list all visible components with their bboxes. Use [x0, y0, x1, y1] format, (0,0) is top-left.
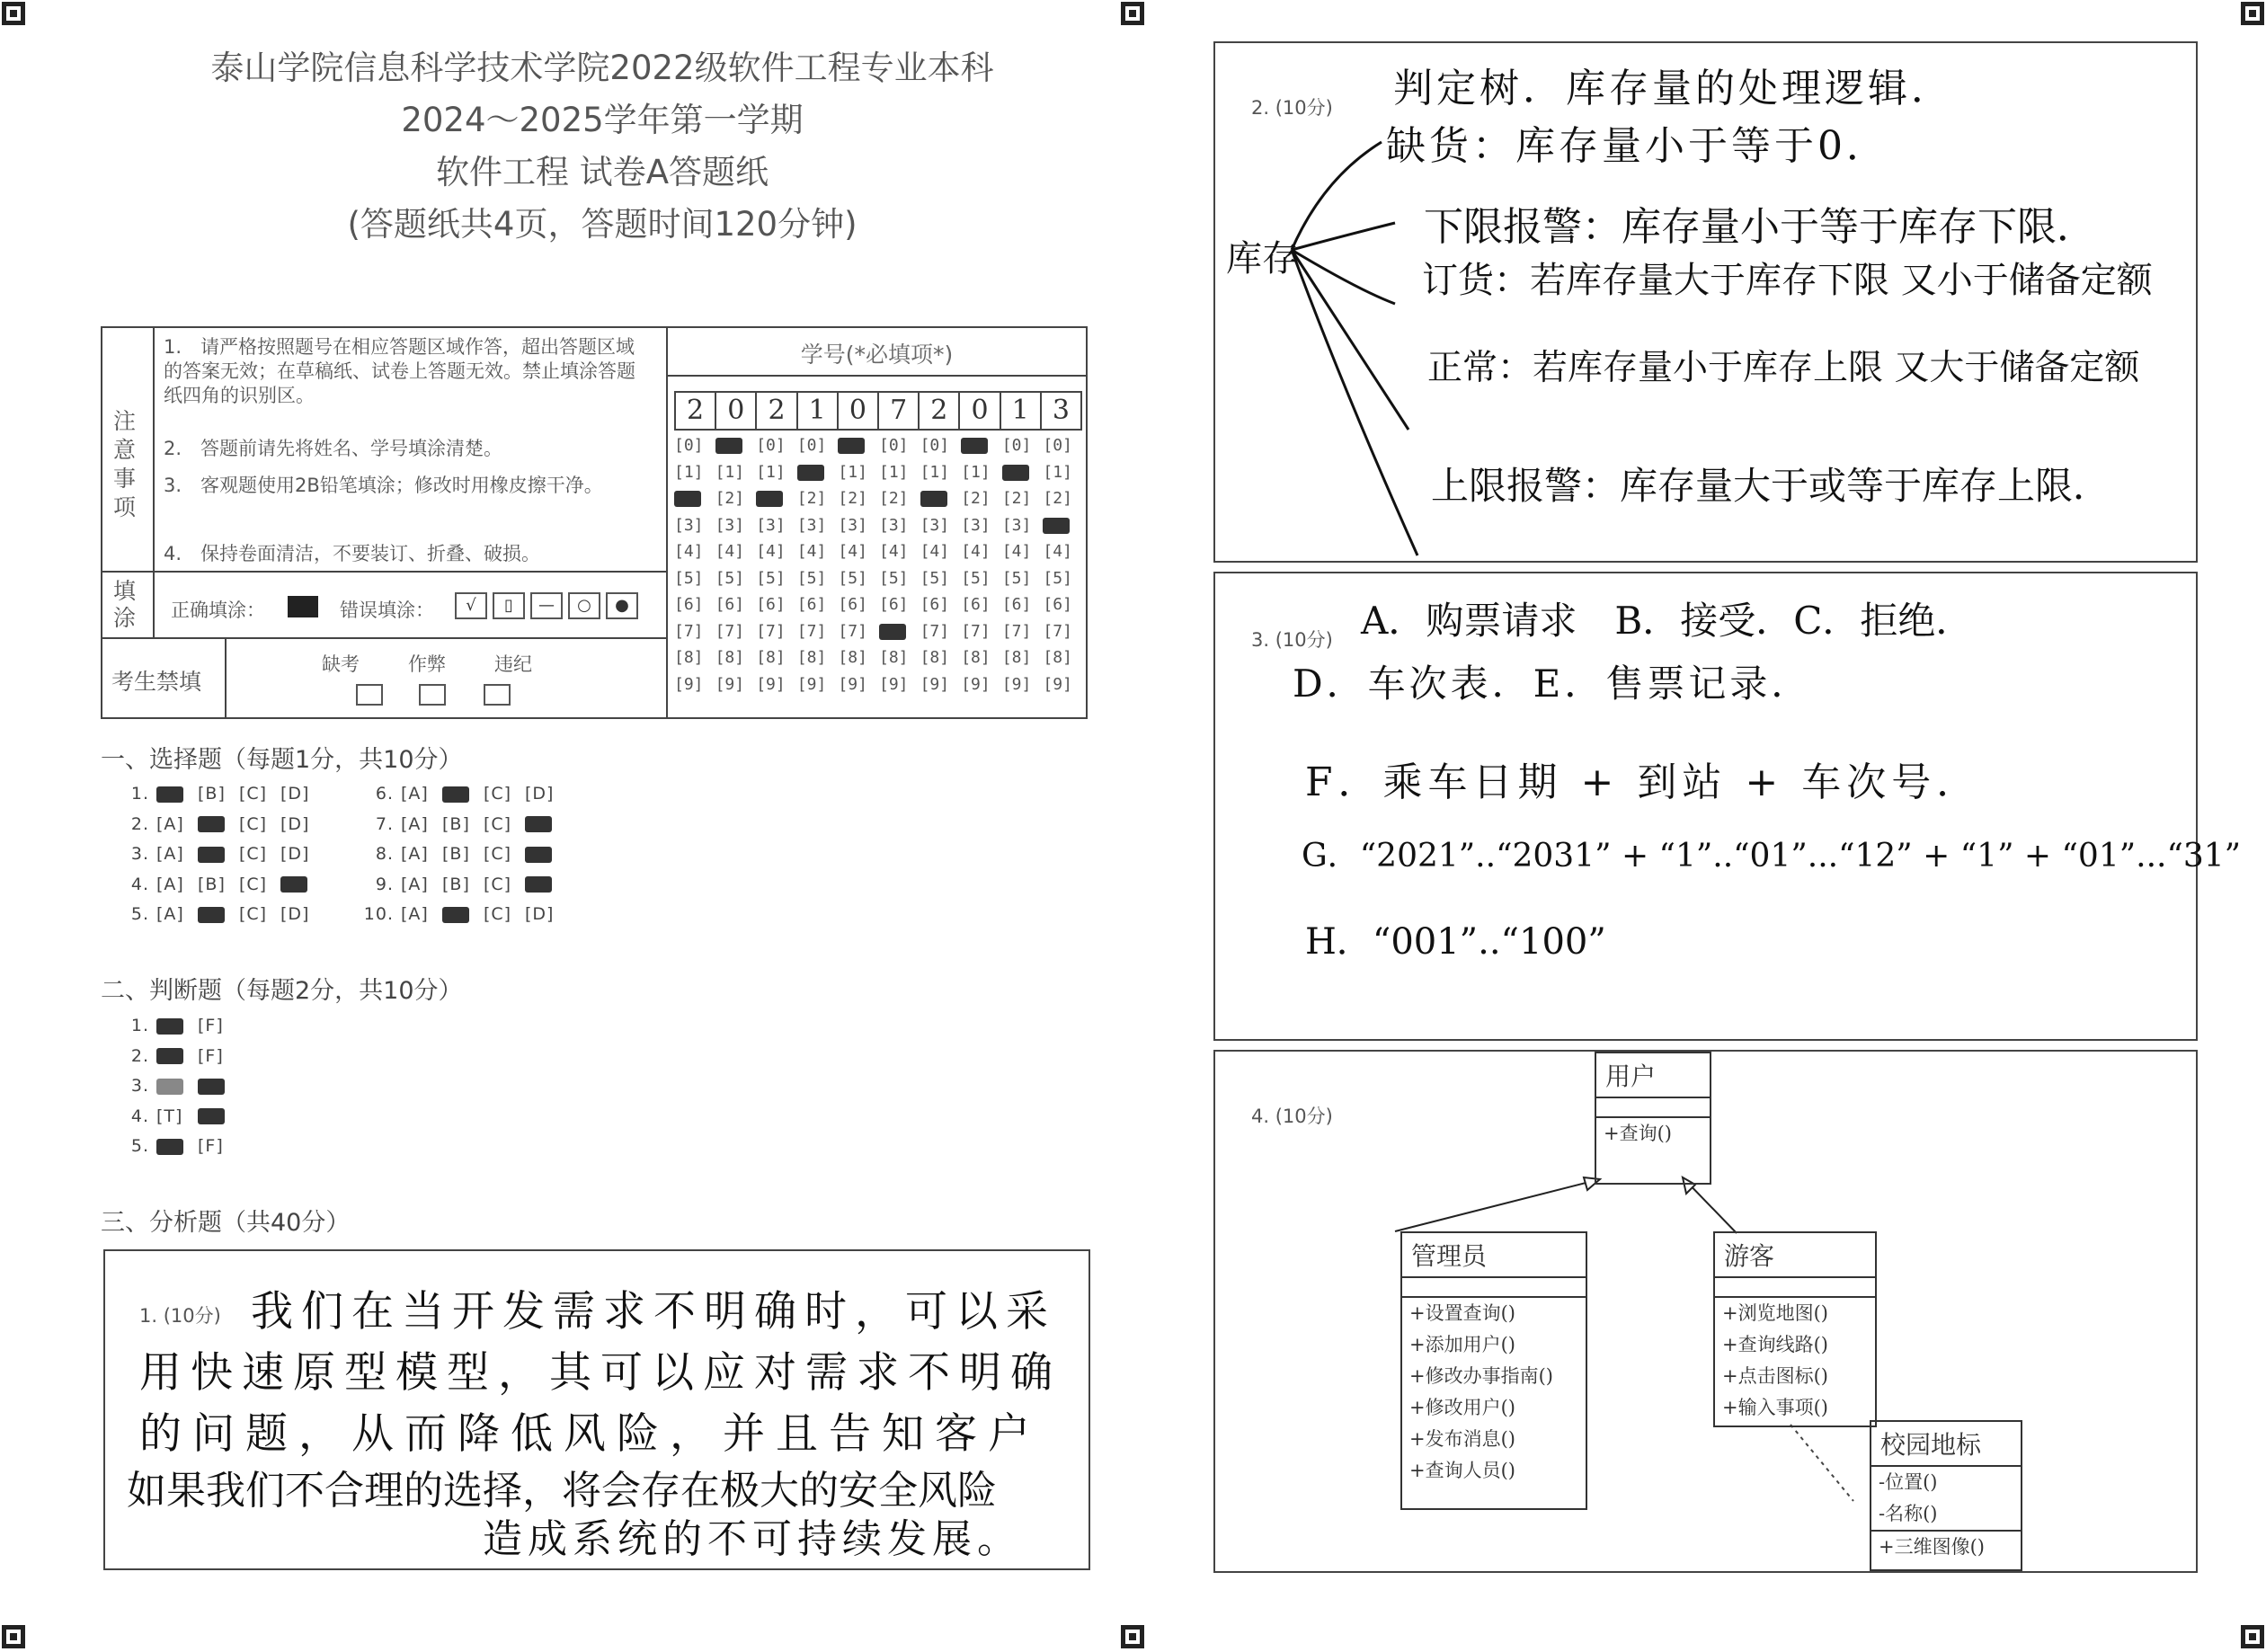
choice-bubble[interactable]: [A] — [401, 874, 429, 894]
student-id-bubble[interactable]: [7] — [756, 621, 786, 641]
choice-bubble[interactable]: [D] — [525, 784, 555, 804]
student-id-bubble[interactable]: [2] — [796, 489, 827, 508]
student-id-bubble[interactable]: [5] — [1043, 568, 1072, 588]
q3-label: 3. (10分) — [1251, 629, 1333, 651]
section1-title: 一、选择题（每题1分，共10分） — [101, 746, 463, 774]
student-id-digit: 7 — [879, 393, 920, 429]
student-id-digit-boxes — [674, 391, 1082, 431]
choice-question-row[interactable] — [117, 814, 322, 834]
student-id-bubble[interactable]: [8] — [715, 648, 745, 667]
student-id-bubble[interactable]: [5] — [715, 568, 745, 588]
student-id-bubble[interactable]: [8] — [756, 648, 786, 667]
choice-bubble[interactable] — [198, 904, 239, 924]
student-id-bubble[interactable]: [6] — [838, 595, 867, 614]
q2-line-6: 上限报警：库存量大于或等于库存上限． — [1431, 464, 2111, 508]
question-number: 4. — [130, 874, 149, 894]
choice-bubble[interactable] — [198, 814, 239, 834]
corner-mark-bottom-center — [1121, 1625, 1144, 1648]
wrong-fill-circle: ○ — [568, 592, 600, 619]
choice-bubble[interactable]: [C] — [484, 813, 512, 834]
student-id-bubble-grid[interactable] — [674, 436, 1084, 706]
q3-line-1: A．购票请求 B．接受．C．拒绝． — [1361, 599, 1974, 643]
judge-question-row[interactable] — [117, 1046, 239, 1066]
uml-method: +修改用户() — [1409, 1397, 1515, 1418]
student-id-bubble[interactable]: [9] — [674, 674, 704, 694]
student-id-bubble[interactable] — [1002, 463, 1029, 482]
judge-bubble[interactable]: [F] — [198, 1045, 224, 1066]
q3-line-5: H．“001”..“100” — [1305, 921, 1606, 963]
student-id-bubble[interactable]: [6] — [920, 595, 950, 614]
choice-bubble[interactable]: [A] — [401, 813, 429, 834]
info-table — [101, 326, 1088, 719]
student-id-digit: 0 — [839, 393, 879, 429]
uml-method: -名称() — [1871, 1498, 2021, 1532]
choice-bubble[interactable] — [525, 814, 566, 834]
q1-label: 1. (10分) — [139, 1305, 221, 1327]
choice-bubble[interactable]: [A] — [156, 874, 184, 894]
uml-class-name: 校园地标 — [1871, 1422, 2021, 1467]
student-id-digit: 3 — [1052, 395, 1070, 426]
student-id-bubble[interactable]: [1] — [1043, 462, 1072, 482]
student-id-bubble[interactable]: [1] — [715, 462, 745, 482]
question-number: 5. — [130, 1136, 149, 1156]
uml-method: +查询人员() — [1409, 1460, 1515, 1481]
student-id-bubble[interactable]: [9] — [879, 674, 909, 694]
student-id-bubble[interactable]: [6] — [674, 595, 704, 614]
student-id-digit: 0 — [716, 393, 757, 429]
student-id-bubble[interactable]: [9] — [796, 674, 827, 694]
q2-line-4: 订货：若库存量大于库存下限 又小于储备定额 — [1422, 260, 2153, 301]
student-id-bubble[interactable]: [8] — [1043, 648, 1072, 667]
corner-mark-top-center — [1121, 2, 1144, 25]
choice-bubble[interactable] — [442, 904, 484, 924]
choice-question-row[interactable] — [361, 844, 566, 864]
choice-bubble[interactable]: [A] — [156, 813, 184, 834]
choice-question-row[interactable] — [361, 904, 566, 924]
student-id-bubble[interactable]: [4] — [961, 542, 991, 561]
student-id-bubble[interactable]: [7] — [920, 621, 950, 641]
q1-line-5: 造成系统的不可持续发展。 — [483, 1516, 1022, 1562]
student-id-bubble[interactable]: [8] — [1001, 648, 1032, 667]
judge-bubble[interactable] — [198, 1076, 239, 1096]
choice-bubble[interactable]: [C] — [239, 874, 268, 894]
student-id-bubble[interactable]: [8] — [838, 648, 867, 667]
q4-label: 4. (10分) — [1251, 1106, 1333, 1127]
judge-bubble[interactable] — [156, 1076, 198, 1096]
corner-mark-top-left — [2, 2, 25, 25]
choice-bubble[interactable]: [C] — [239, 904, 268, 924]
uml-method: +设置查询() — [1409, 1302, 1515, 1324]
choice-question-row[interactable] — [361, 784, 566, 804]
header-line-4: (答题纸共4页，答题时间120分钟) — [347, 205, 858, 244]
corner-mark-bottom-left — [2, 1625, 25, 1648]
student-id-bubble[interactable]: [3] — [756, 515, 786, 535]
student-id-bubble[interactable]: [6] — [715, 595, 745, 614]
q1-line-2: 用快速原型模型，其可以应对需求不明确 — [139, 1348, 1062, 1398]
question-number: 6. — [375, 784, 394, 804]
student-id-bubble[interactable]: [7] — [1043, 621, 1072, 641]
header-line-3: 软件工程 试卷A答题纸 — [435, 153, 769, 191]
student-id-digit: 1 — [1001, 393, 1042, 429]
student-id-bubble[interactable]: [4] — [715, 542, 745, 561]
choice-bubble[interactable]: [C] — [239, 844, 268, 864]
answer-box-q1[interactable] — [103, 1249, 1090, 1570]
q2-line-1: 判定树．库存量的处理逻辑． — [1393, 66, 1954, 111]
choice-bubble[interactable] — [198, 844, 239, 864]
choice-bubble[interactable]: [A] — [156, 904, 184, 924]
uml-method: +添加用户() — [1409, 1334, 1515, 1355]
student-id-bubble[interactable]: [4] — [1001, 542, 1032, 561]
uml-class-name: 用户 — [1596, 1053, 1710, 1098]
student-id-bubble[interactable] — [838, 436, 865, 455]
uml-method: +修改办事指南() — [1409, 1365, 1553, 1387]
student-id-bubble[interactable]: [8] — [879, 648, 909, 667]
notice-label: 注意事项 — [113, 408, 137, 520]
student-id-bubble[interactable] — [920, 489, 947, 508]
student-id-bubble[interactable]: [0] — [920, 436, 950, 455]
choice-bubble[interactable]: [B] — [198, 784, 226, 804]
student-id-bubble[interactable]: [7] — [796, 621, 827, 641]
student-id-bubble[interactable] — [879, 622, 906, 641]
choice-question-row[interactable] — [361, 814, 566, 834]
choice-bubble[interactable]: [B] — [442, 813, 470, 834]
section1-answers[interactable] — [117, 784, 602, 937]
student-id-bubble[interactable]: [2] — [838, 489, 867, 508]
uml-class-name: 游客 — [1715, 1233, 1875, 1278]
section2-answers[interactable] — [117, 1016, 297, 1168]
choice-question-row[interactable] — [361, 875, 566, 894]
q3-line-2: D．车次表．E．售票记录． — [1293, 662, 1813, 706]
question-number: 7. — [375, 813, 394, 834]
question-number: 3. — [130, 1076, 149, 1096]
exam-forbidden-label: 考生禁填 — [111, 669, 202, 695]
choice-bubble[interactable]: [D] — [280, 784, 310, 804]
notice-item-2: 2. 答题前请先将姓名、学号填涂清楚。 — [164, 438, 503, 459]
student-id-bubble[interactable]: [8] — [674, 648, 704, 667]
student-id-bubble[interactable] — [715, 436, 742, 455]
exam-option-cheat: 作弊 — [408, 653, 446, 675]
choice-question-row[interactable] — [117, 784, 322, 804]
choice-bubble[interactable] — [442, 784, 484, 804]
judge-question-row[interactable] — [117, 1106, 239, 1126]
section3-title: 三、分析题（共40分） — [101, 1209, 351, 1237]
question-number: 2. — [130, 1045, 149, 1066]
exam-checkbox-cheat[interactable] — [419, 684, 446, 706]
student-id-bubble[interactable]: [3] — [961, 515, 991, 535]
student-id-bubble[interactable] — [674, 489, 701, 508]
uml-method: +发布消息() — [1409, 1428, 1515, 1450]
choice-question-row[interactable] — [117, 904, 322, 924]
student-id-bubble[interactable]: [0] — [1001, 436, 1032, 455]
q2-line-3: 下限报警：库存量小于等于库存下限． — [1424, 204, 2096, 250]
student-id-bubble[interactable]: [5] — [674, 568, 704, 588]
student-id-bubble[interactable]: [1] — [879, 462, 909, 482]
student-id-bubble[interactable]: [7] — [715, 621, 745, 641]
header-line-1: 泰山学院信息科学技术学院2022级软件工程专业本科 — [210, 49, 994, 87]
student-id-bubble[interactable]: [9] — [715, 674, 745, 694]
uml-class-visitor — [1713, 1231, 1877, 1427]
uml-class-admin — [1400, 1231, 1587, 1510]
student-id-bubble[interactable]: [4] — [879, 542, 909, 561]
q2-line-2: 缺货：库存量小于等于0． — [1386, 123, 1889, 169]
uml-method: +浏览地图() — [1722, 1302, 1828, 1324]
q2-tree-root: 库存 — [1226, 238, 1298, 280]
student-id-bubble[interactable]: [4] — [756, 542, 786, 561]
student-id-bubble[interactable]: [6] — [1043, 595, 1072, 614]
student-id-bubble[interactable]: [4] — [796, 542, 827, 561]
question-number: 4. — [130, 1106, 149, 1126]
student-id-bubble[interactable]: [9] — [961, 674, 991, 694]
exam-option-absent: 缺考 — [322, 653, 360, 675]
student-id-bubble[interactable] — [797, 463, 824, 482]
student-id-bubble[interactable]: [7] — [838, 621, 867, 641]
question-number: 3. — [130, 844, 149, 864]
choice-bubble[interactable]: [D] — [280, 844, 310, 864]
choice-bubble[interactable]: [B] — [442, 844, 470, 864]
student-id-bubble[interactable]: [5] — [838, 568, 867, 588]
student-id-bubble[interactable]: [2] — [715, 489, 745, 508]
judge-bubble[interactable]: [F] — [198, 1136, 224, 1156]
uml-class-name: 管理员 — [1402, 1233, 1586, 1278]
student-id-bubble[interactable]: [3] — [674, 515, 704, 535]
student-id-bubble[interactable]: [0] — [879, 436, 909, 455]
uml-method: +查询线路() — [1722, 1334, 1828, 1355]
judge-bubble[interactable] — [156, 1016, 198, 1035]
student-id-bubble[interactable]: [9] — [920, 674, 950, 694]
choice-question-row[interactable] — [117, 844, 322, 864]
choice-bubble[interactable]: [B] — [442, 874, 470, 894]
wrong-fill-dot: ● — [606, 592, 638, 619]
question-number: 1. — [130, 1016, 149, 1035]
choice-bubble[interactable]: [D] — [280, 813, 310, 834]
student-id-bubble[interactable]: [5] — [920, 568, 950, 588]
student-id-bubble[interactable]: [6] — [756, 595, 786, 614]
student-id-digit: 0 — [960, 393, 1000, 429]
student-id-bubble[interactable]: [4] — [1043, 542, 1072, 561]
student-id-bubble[interactable]: [2] — [961, 489, 991, 508]
student-id-bubble[interactable]: [9] — [756, 674, 786, 694]
student-id-digit: 2 — [757, 393, 797, 429]
uml-method: +输入事项() — [1722, 1397, 1828, 1418]
choice-bubble[interactable]: [C] — [484, 904, 512, 924]
judge-question-row[interactable] — [117, 1076, 239, 1096]
choice-bubble[interactable]: [C] — [239, 813, 268, 834]
answer-box-q2[interactable] — [1213, 41, 2198, 563]
student-id-bubble[interactable]: [3] — [1001, 515, 1032, 535]
judge-bubble[interactable]: [T] — [156, 1106, 183, 1126]
choice-bubble[interactable]: [D] — [280, 904, 310, 924]
q1-line-3: 的问题，从而降低风险，并且告知客户 — [139, 1409, 1041, 1459]
student-id-bubble[interactable]: [6] — [879, 595, 909, 614]
choice-bubble[interactable]: [C] — [484, 784, 512, 804]
question-number: 9. — [375, 874, 394, 894]
student-id-bubble[interactable]: [1] — [674, 462, 704, 482]
choice-bubble[interactable]: [A] — [401, 904, 429, 924]
student-id-bubble[interactable] — [1043, 516, 1070, 535]
notice-item-4: 4. 保持卷面清洁，不要装订、折叠、破损。 — [164, 543, 541, 564]
question-number: 5. — [130, 904, 149, 924]
judge-bubble[interactable] — [156, 1046, 198, 1066]
student-id-digit: 2 — [676, 393, 716, 429]
corner-mark-top-right — [2241, 2, 2264, 25]
judge-question-row[interactable] — [117, 1016, 239, 1035]
q3-line-3: F．乘车日期 + 到站 + 车次号． — [1305, 759, 1982, 805]
student-id-bubble[interactable]: [1] — [920, 462, 950, 482]
q1-line-4: 如果我们不合理的选择，将会存在极大的安全风险 — [127, 1468, 997, 1514]
q2-line-5: 正常：若库存量小于库存上限 又大于储备定额 — [1427, 348, 2140, 388]
correct-fill-sample — [288, 596, 318, 617]
answer-box-q3[interactable] — [1213, 572, 2242, 1041]
correct-fill-label: 正确填涂： — [171, 600, 265, 621]
student-id-bubble[interactable]: [2] — [1043, 489, 1072, 508]
question-number: 8. — [375, 844, 394, 864]
question-number: 2. — [130, 813, 149, 834]
q3-line-4: G．“2021”..“2031” + “1”..“01”...“12” + “1” + “01”...“31” — [1302, 838, 2242, 875]
choice-bubble[interactable]: [A] — [156, 844, 184, 864]
uml-class-user — [1595, 1052, 1711, 1185]
question-number: 10. — [363, 904, 394, 924]
wrong-fill-samples — [455, 592, 638, 619]
wrong-fill-label: 错误填涂： — [340, 600, 434, 621]
student-id-bubble[interactable] — [961, 436, 988, 455]
wrong-fill-bar: ▯ — [493, 592, 525, 619]
choice-bubble[interactable]: [C] — [239, 784, 268, 804]
notice-item-1: 1. 请严格按照题号在相应答题区域作答，超出答题区域的答案无效；在草稿纸、试卷上答题无效。禁止填涂答题纸四角的识别区。 — [164, 336, 635, 406]
student-id-bubble[interactable]: [1] — [756, 462, 786, 482]
student-id-bubble[interactable]: [4] — [838, 542, 867, 561]
student-id-bubble[interactable]: [7] — [961, 621, 991, 641]
student-id-bubble[interactable]: [8] — [961, 648, 991, 667]
answer-box-q4[interactable] — [1213, 1050, 2198, 1573]
judge-bubble[interactable] — [156, 1136, 198, 1156]
student-id-bubble[interactable]: [9] — [1001, 674, 1032, 694]
student-id-bubble[interactable]: [6] — [1001, 595, 1032, 614]
header-line-2: 2024～2025学年第一学期 — [401, 101, 804, 139]
student-id-bubble[interactable]: [3] — [879, 515, 909, 535]
student-id-digit: 1 — [798, 393, 839, 429]
student-id-bubble[interactable]: [3] — [920, 515, 950, 535]
student-id-bubble[interactable]: [9] — [838, 674, 867, 694]
wrong-fill-dash: — — [530, 592, 563, 619]
section2-title: 二、判断题（每题2分，共10分） — [101, 977, 463, 1005]
student-id-bubble[interactable]: [4] — [674, 542, 704, 561]
student-id-bubble[interactable]: [5] — [961, 568, 991, 588]
student-id-bubble[interactable]: [7] — [674, 621, 704, 641]
student-id-bubble[interactable] — [756, 489, 783, 508]
student-id-bubble[interactable]: [2] — [1001, 489, 1032, 508]
student-id-bubble[interactable]: [0] — [756, 436, 786, 455]
choice-bubble[interactable] — [156, 784, 198, 804]
exam-checkbox-violation[interactable] — [484, 684, 511, 706]
judge-question-row[interactable] — [117, 1136, 239, 1156]
question-number: 1. — [130, 784, 149, 804]
choice-bubble[interactable]: [A] — [401, 784, 429, 804]
wrong-fill-check: √ — [455, 592, 487, 619]
uml-method: -位置() — [1879, 1471, 1938, 1493]
student-id-bubble[interactable]: [1] — [961, 462, 991, 482]
exam-checkbox-absent[interactable] — [356, 684, 383, 706]
choice-bubble[interactable]: [A] — [401, 844, 429, 864]
student-id-bubble[interactable]: [8] — [920, 648, 950, 667]
choice-bubble[interactable] — [525, 844, 566, 864]
student-id-bubble[interactable]: [4] — [920, 542, 950, 561]
student-id-digit: 2 — [920, 393, 960, 429]
student-id-bubble[interactable]: [6] — [796, 595, 827, 614]
student-id-bubble[interactable]: [3] — [796, 515, 827, 535]
student-id-bubble[interactable]: [0] — [1043, 436, 1072, 455]
q1-line-1: 我们在当开发需求不明确时，可以采 — [251, 1287, 1056, 1337]
fill-label: 填涂 — [113, 578, 137, 631]
student-id-bubble[interactable]: [5] — [1001, 568, 1032, 588]
corner-mark-bottom-right — [2241, 1625, 2264, 1648]
choice-question-row[interactable] — [117, 875, 322, 894]
student-id-bubble[interactable]: [0] — [796, 436, 827, 455]
student-id-bubble[interactable]: [5] — [796, 568, 827, 588]
student-id-bubble[interactable]: [8] — [796, 648, 827, 667]
uml-class-landmark — [1870, 1420, 2022, 1571]
student-id-bubble[interactable]: [5] — [879, 568, 909, 588]
q2-label: 2. (10分) — [1251, 97, 1333, 119]
student-id-bubble[interactable]: [3] — [838, 515, 867, 535]
exam-option-violation: 违纪 — [494, 653, 532, 675]
uml-method: +点击图标() — [1722, 1365, 1828, 1387]
judge-bubble[interactable]: [F] — [198, 1016, 224, 1035]
student-id-bubble[interactable]: [7] — [1001, 621, 1032, 641]
notice-item-3: 3. 客观题使用2B铅笔填涂；修改时用橡皮擦干净。 — [164, 475, 603, 496]
student-id-bubble[interactable]: [9] — [1043, 674, 1072, 694]
student-id-title: 学号(*必填项*) — [800, 342, 954, 368]
choice-bubble[interactable]: [D] — [525, 904, 555, 924]
student-id-bubble[interactable]: [6] — [961, 595, 991, 614]
student-id-bubble[interactable]: [1] — [838, 462, 867, 482]
judge-bubble[interactable] — [198, 1106, 239, 1126]
choice-bubble[interactable] — [525, 875, 566, 894]
student-id-bubble[interactable]: [0] — [674, 436, 704, 455]
choice-bubble[interactable]: [C] — [484, 874, 512, 894]
choice-bubble[interactable]: [C] — [484, 844, 512, 864]
student-id-bubble[interactable]: [3] — [715, 515, 745, 535]
student-id-bubble[interactable]: [2] — [879, 489, 909, 508]
uml-method: +查询() — [1604, 1123, 1672, 1144]
uml-method: +三维图像() — [1879, 1536, 1985, 1558]
choice-bubble[interactable]: [B] — [198, 874, 226, 894]
student-id-bubble[interactable]: [5] — [756, 568, 786, 588]
choice-bubble[interactable] — [280, 875, 322, 894]
